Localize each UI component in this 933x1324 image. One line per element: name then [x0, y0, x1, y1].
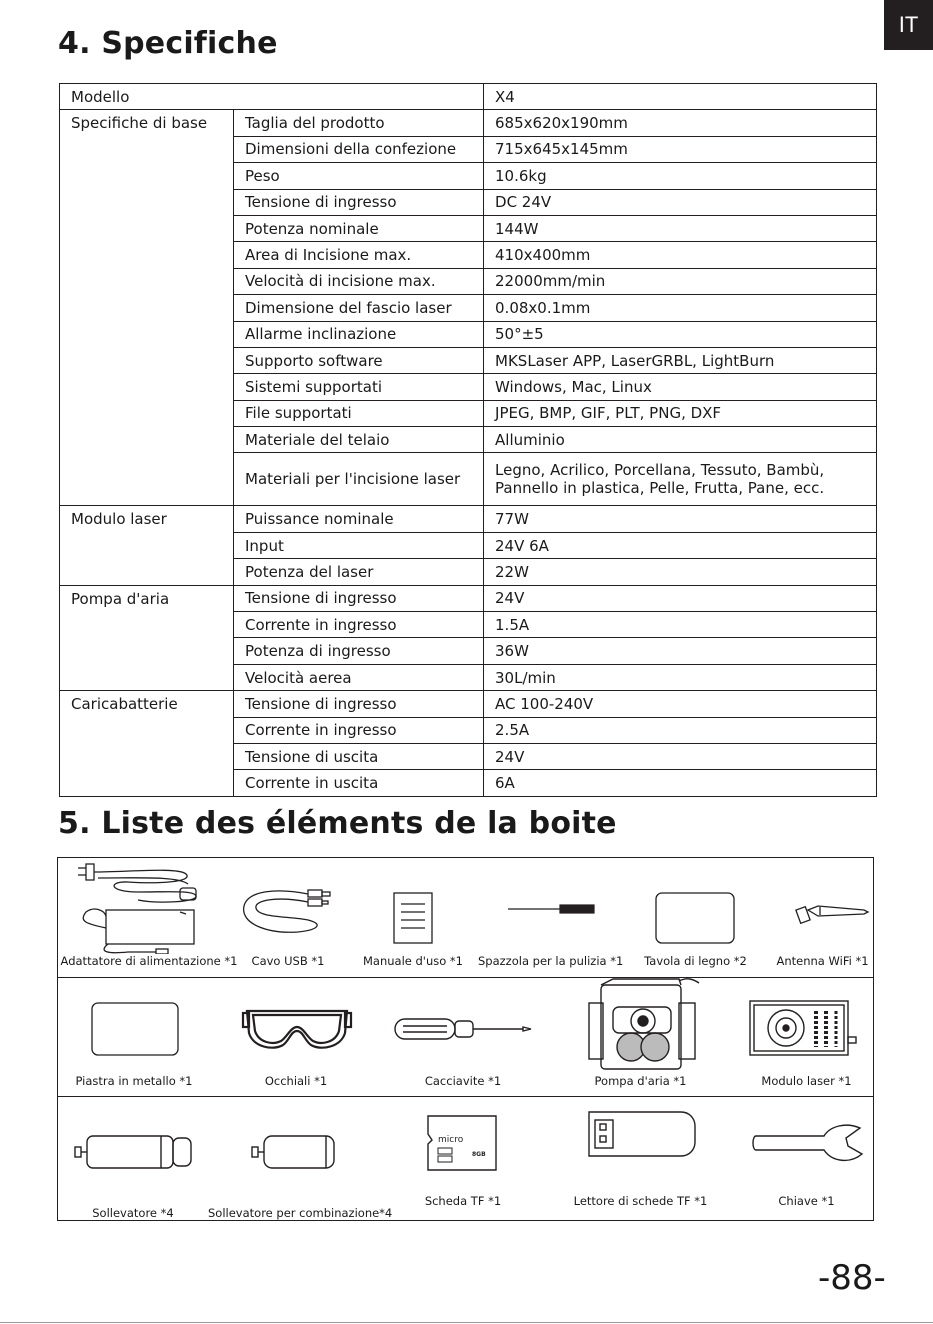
- manual-icon: [393, 892, 433, 944]
- spec-value: JPEG, BMP, GIF, PLT, PNG, DXF: [484, 400, 877, 426]
- table-row: [60, 585, 877, 611]
- tf-brand: micro: [438, 1135, 464, 1145]
- spec-value: MKSLaser APP, LaserGRBL, LightBurn: [484, 347, 877, 373]
- spec-value: AC 100-240V: [484, 691, 877, 717]
- spec-key: Allarme inclinazione: [234, 321, 484, 347]
- spec-value: 1.5A: [484, 612, 877, 638]
- spec-value: 0.08x0.1mm: [484, 295, 877, 321]
- item-label: Chiave *1: [778, 1194, 835, 1208]
- page-number: -88-: [818, 1258, 886, 1298]
- item-combo-riser: [208, 1096, 393, 1222]
- spec-group-name: Modulo laser: [60, 506, 234, 585]
- wrench-icon: [750, 1120, 866, 1168]
- section-title-box-contents: 5. Liste des éléments de la boite: [58, 806, 617, 841]
- spec-value: 6A: [484, 770, 877, 796]
- item-wrench: [738, 1096, 875, 1222]
- spec-value: Alluminio: [484, 427, 877, 453]
- spec-value: 77W: [484, 506, 877, 532]
- item-label: Manuale d'uso *1: [362, 954, 464, 968]
- table-row: [60, 691, 877, 717]
- screwdriver-icon: [393, 1013, 533, 1045]
- spec-key: Taglia del prodotto: [234, 110, 484, 136]
- item-tf-card: [398, 1096, 528, 1222]
- table-row: [60, 110, 877, 136]
- item-label: Modulo laser *1: [761, 1074, 852, 1088]
- spec-value: 2.5A: [484, 717, 877, 743]
- item-usb-cable: [233, 858, 343, 977]
- spec-value: 10.6kg: [484, 163, 877, 189]
- spec-key: Materiali per l'incisione laser: [234, 453, 484, 506]
- spec-value: Windows, Mac, Linux: [484, 374, 877, 400]
- combo-riser-icon: [250, 1132, 346, 1172]
- spec-key: Potenza del laser: [234, 559, 484, 585]
- spec-value: 144W: [484, 215, 877, 241]
- table-row: [60, 84, 877, 110]
- item-brush: [478, 858, 623, 977]
- item-riser: [58, 1096, 208, 1222]
- box-contents-panel: [57, 857, 874, 1221]
- spec-value: 685x620x190mm: [484, 110, 877, 136]
- spec-value: 24V 6A: [484, 532, 877, 558]
- metal-plate-icon: [90, 1001, 180, 1057]
- item-label: Adattatore di alimentazione *1: [60, 954, 238, 968]
- item-label: Piastra in metallo *1: [75, 1074, 193, 1088]
- spec-group-name: Pompa d'aria: [60, 585, 234, 691]
- spec-value: 410x400mm: [484, 242, 877, 268]
- spec-value: 24V: [484, 743, 877, 769]
- spec-key: Supporto software: [234, 347, 484, 373]
- item-label: Pompa d'aria *1: [594, 1074, 687, 1088]
- goggles-icon: [241, 1003, 353, 1055]
- item-label: Spazzola per la pulizia *1: [478, 954, 624, 968]
- spec-group-name: Specifiche di base: [60, 110, 234, 506]
- tf-size: 8GB: [472, 1151, 486, 1158]
- spec-key: Dimensione del fascio laser: [234, 295, 484, 321]
- item-label: Sollevatore per combinazione*4: [208, 1206, 393, 1220]
- tf-card-icon: [424, 1114, 500, 1172]
- spec-key: Potenza nominale: [234, 215, 484, 241]
- item-label: Tavola di legno *2: [644, 954, 747, 968]
- item-laser-module: [738, 977, 875, 1096]
- spec-key: Tensione di uscita: [234, 743, 484, 769]
- brush-icon: [508, 902, 598, 916]
- spec-key: Corrente in ingresso: [234, 612, 484, 638]
- laser-module-icon: [746, 997, 858, 1059]
- spec-key: Puissance nominale: [234, 506, 484, 532]
- spec-key: Peso: [234, 163, 484, 189]
- spec-value: 22000mm/min: [484, 268, 877, 294]
- item-power-adapter: [58, 858, 240, 977]
- item-screwdriver: [378, 977, 548, 1096]
- spec-key: Tensione di ingresso: [234, 691, 484, 717]
- item-air-pump: [568, 977, 713, 1096]
- item-antenna: [770, 858, 875, 977]
- spec-value: 715x645x145mm: [484, 136, 877, 162]
- spec-key: Sistemi supportati: [234, 374, 484, 400]
- item-card-reader: [563, 1096, 718, 1222]
- spec-value: 50°±5: [484, 321, 877, 347]
- spec-value: 36W: [484, 638, 877, 664]
- item-label: Scheda TF *1: [424, 1194, 502, 1208]
- spec-key: Dimensioni della confezione: [234, 136, 484, 162]
- wood-board-icon: [655, 892, 737, 946]
- power-adapter-icon: [68, 862, 208, 954]
- item-label: Sollevatore *4: [92, 1206, 174, 1220]
- spec-key: Materiale del telaio: [234, 427, 484, 453]
- card-reader-icon: [585, 1110, 697, 1158]
- item-label: Occhiali *1: [264, 1074, 328, 1088]
- spec-key: Input: [234, 532, 484, 558]
- spec-value: 24V: [484, 585, 877, 611]
- footer-rule: [0, 1322, 933, 1323]
- spec-key: Corrente in ingresso: [234, 717, 484, 743]
- spec-value: 30L/min: [484, 664, 877, 690]
- spec-key: Velocità aerea: [234, 664, 484, 690]
- antenna-icon: [794, 896, 870, 928]
- spec-value: Legno, Acrilico, Porcellana, Tessuto, Bambù, Pannello in plastica, Pelle, Frutta, Pane, ecc.: [484, 453, 877, 506]
- item-wood-board: [633, 858, 758, 977]
- item-label: Antenna WiFi *1: [776, 954, 869, 968]
- model-label: Modello: [60, 84, 484, 110]
- riser-icon: [73, 1132, 193, 1172]
- spec-table: [59, 83, 877, 797]
- spec-key: Tensione di ingresso: [234, 585, 484, 611]
- item-label: Cavo USB *1: [251, 954, 325, 968]
- spec-group-name: Caricabatterie: [60, 691, 234, 797]
- spec-key: Corrente in uscita: [234, 770, 484, 796]
- item-goggles: [236, 977, 356, 1096]
- model-value: X4: [484, 84, 877, 110]
- table-row: [60, 506, 877, 532]
- spec-value: 22W: [484, 559, 877, 585]
- section-title-specs: 4. Specifiche: [58, 26, 278, 61]
- spec-key: Velocità di incisione max.: [234, 268, 484, 294]
- language-tab: IT: [884, 0, 933, 50]
- item-manual: [353, 858, 473, 977]
- spec-key: Potenza di ingresso: [234, 638, 484, 664]
- item-metal-plate: [58, 977, 210, 1096]
- spec-key: File supportati: [234, 400, 484, 426]
- air-pump-icon: [583, 977, 701, 1073]
- item-label: Lettore di schede TF *1: [573, 1194, 708, 1208]
- spec-key: Tensione di ingresso: [234, 189, 484, 215]
- usb-cable-icon: [238, 884, 338, 940]
- spec-key: Area di Incisione max.: [234, 242, 484, 268]
- spec-value: DC 24V: [484, 189, 877, 215]
- item-label: Cacciavite *1: [424, 1074, 502, 1088]
